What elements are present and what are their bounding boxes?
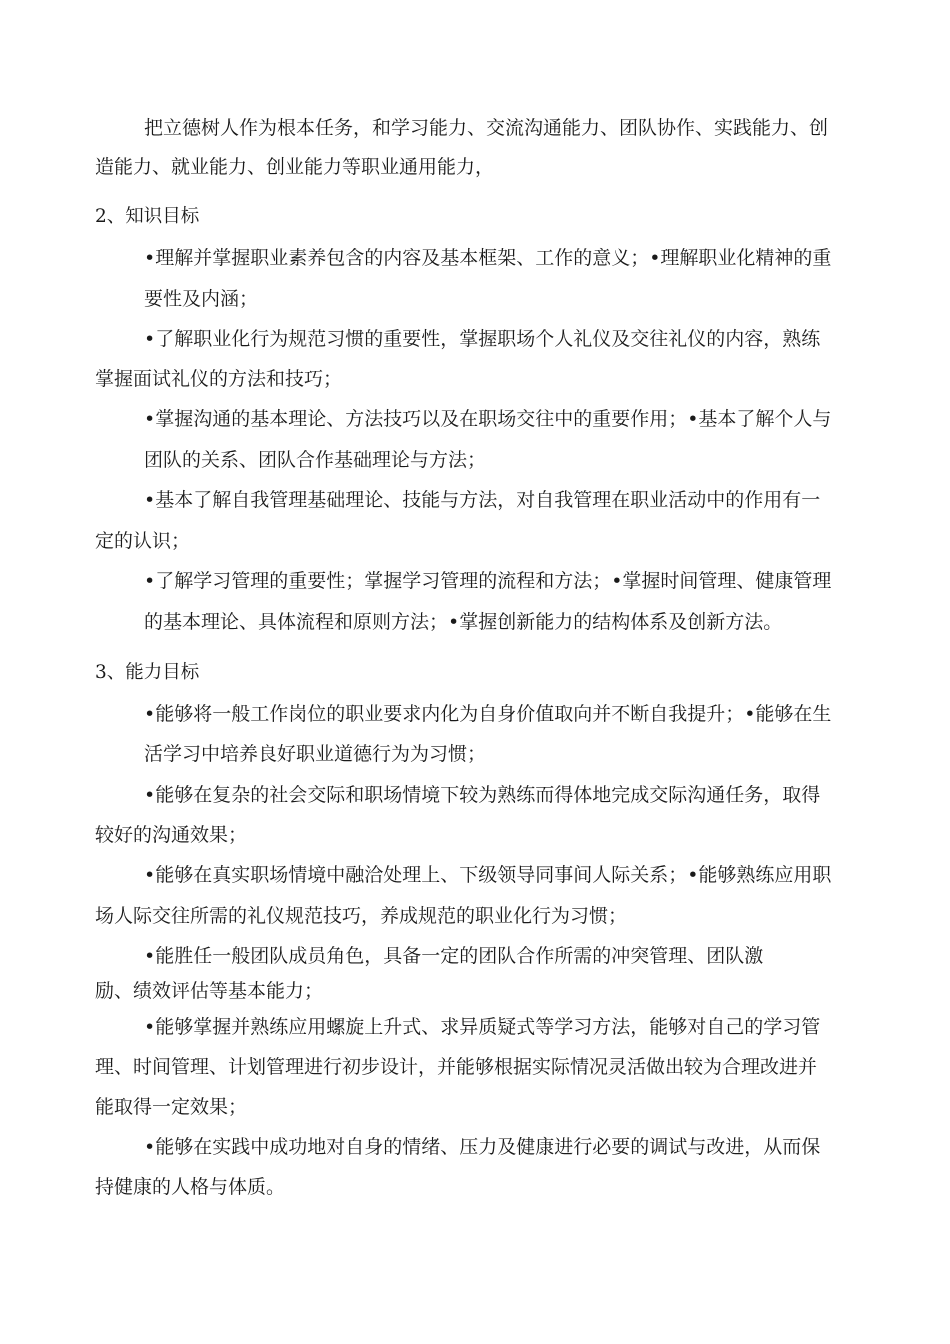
ability-item-5-line-2: 理、时间管理、计划管理进行初步设计，并能够根据实际情况灵活做出较为合理改进并 bbox=[95, 1056, 818, 1078]
knowledge-item-4-line-2: 定的认识； bbox=[95, 530, 191, 552]
knowledge-item-5-line-1: •了解学习管理的重要性；掌握学习管理的流程和方法；•掌握时间管理、健康管理 bbox=[144, 570, 832, 592]
ability-item-1-line-1: •能够将一般工作岗位的职业要求内化为自身价值取向并不断自我提升；•能够在生 bbox=[144, 703, 832, 725]
knowledge-item-1-line-1: •理解并掌握职业素养包含的内容及基本框架、工作的意义；•理解职业化精神的重 bbox=[144, 247, 832, 269]
ability-item-3-line-1: •能够在真实职场情境中融洽处理上、下级领导同事间人际关系；•能够熟练应用职 bbox=[144, 864, 832, 886]
knowledge-item-5-line-2: 的基本理论、具体流程和原则方法；•掌握创新能力的结构体系及创新方法。 bbox=[144, 611, 783, 633]
knowledge-item-1-line-2: 要性及内涵； bbox=[144, 288, 259, 310]
ability-item-5-line-3: 能取得一定效果； bbox=[95, 1096, 248, 1118]
ability-item-4-line-2: 励、绩效评估等基本能力； bbox=[95, 980, 324, 1002]
ability-item-6-line-1: •能够在实践中成功地对自身的情绪、压力及健康进行必要的调试与改进，从而保 bbox=[144, 1136, 821, 1158]
knowledge-heading: 2、知识目标 bbox=[95, 206, 200, 227]
intro-line-1: 把立德树人作为根本任务，和学习能力、交流沟通能力、团队协作、实践能力、创 bbox=[144, 117, 829, 139]
knowledge-item-3-line-2: 团队的关系、团队合作基础理论与方法； bbox=[144, 449, 487, 471]
ability-item-4-line-1: •能胜任一般团队成员角色，具备一定的团队合作所需的冲突管理、团队激 bbox=[144, 945, 764, 967]
ability-item-1-line-2: 活学习中培养良好职业道德行为为习惯； bbox=[144, 743, 487, 765]
ability-heading: 3、能力目标 bbox=[95, 662, 200, 683]
knowledge-item-4-line-1: •基本了解自我管理基础理论、技能与方法，对自我管理在职业活动中的作用有一 bbox=[144, 489, 821, 511]
ability-item-2-line-1: •能够在复杂的社会交际和职场情境下较为熟练而得体地完成交际沟通任务，取得 bbox=[144, 784, 821, 806]
ability-item-3-line-2: 场人际交往所需的礼仪规范技巧，养成规范的职业化行为习惯； bbox=[95, 905, 628, 927]
ability-item-6-line-2: 持健康的人格与体质。 bbox=[95, 1176, 286, 1198]
ability-item-2-line-2: 较好的沟通效果； bbox=[95, 824, 248, 846]
knowledge-item-2-line-1: •了解职业化行为规范习惯的重要性，掌握职场个人礼仪及交往礼仪的内容，熟练 bbox=[144, 328, 821, 350]
knowledge-item-3-line-1: •掌握沟通的基本理论、方法技巧以及在职场交往中的重要作用；•基本了解个人与 bbox=[144, 408, 832, 430]
ability-item-5-line-1: •能够掌握并熟练应用螺旋上升式、求异质疑式等学习方法，能够对自己的学习管 bbox=[144, 1016, 821, 1038]
intro-line-2: 造能力、就业能力、创业能力等职业通用能力， bbox=[95, 156, 495, 178]
knowledge-item-2-line-2: 掌握面试礼仪的方法和技巧； bbox=[95, 368, 343, 390]
